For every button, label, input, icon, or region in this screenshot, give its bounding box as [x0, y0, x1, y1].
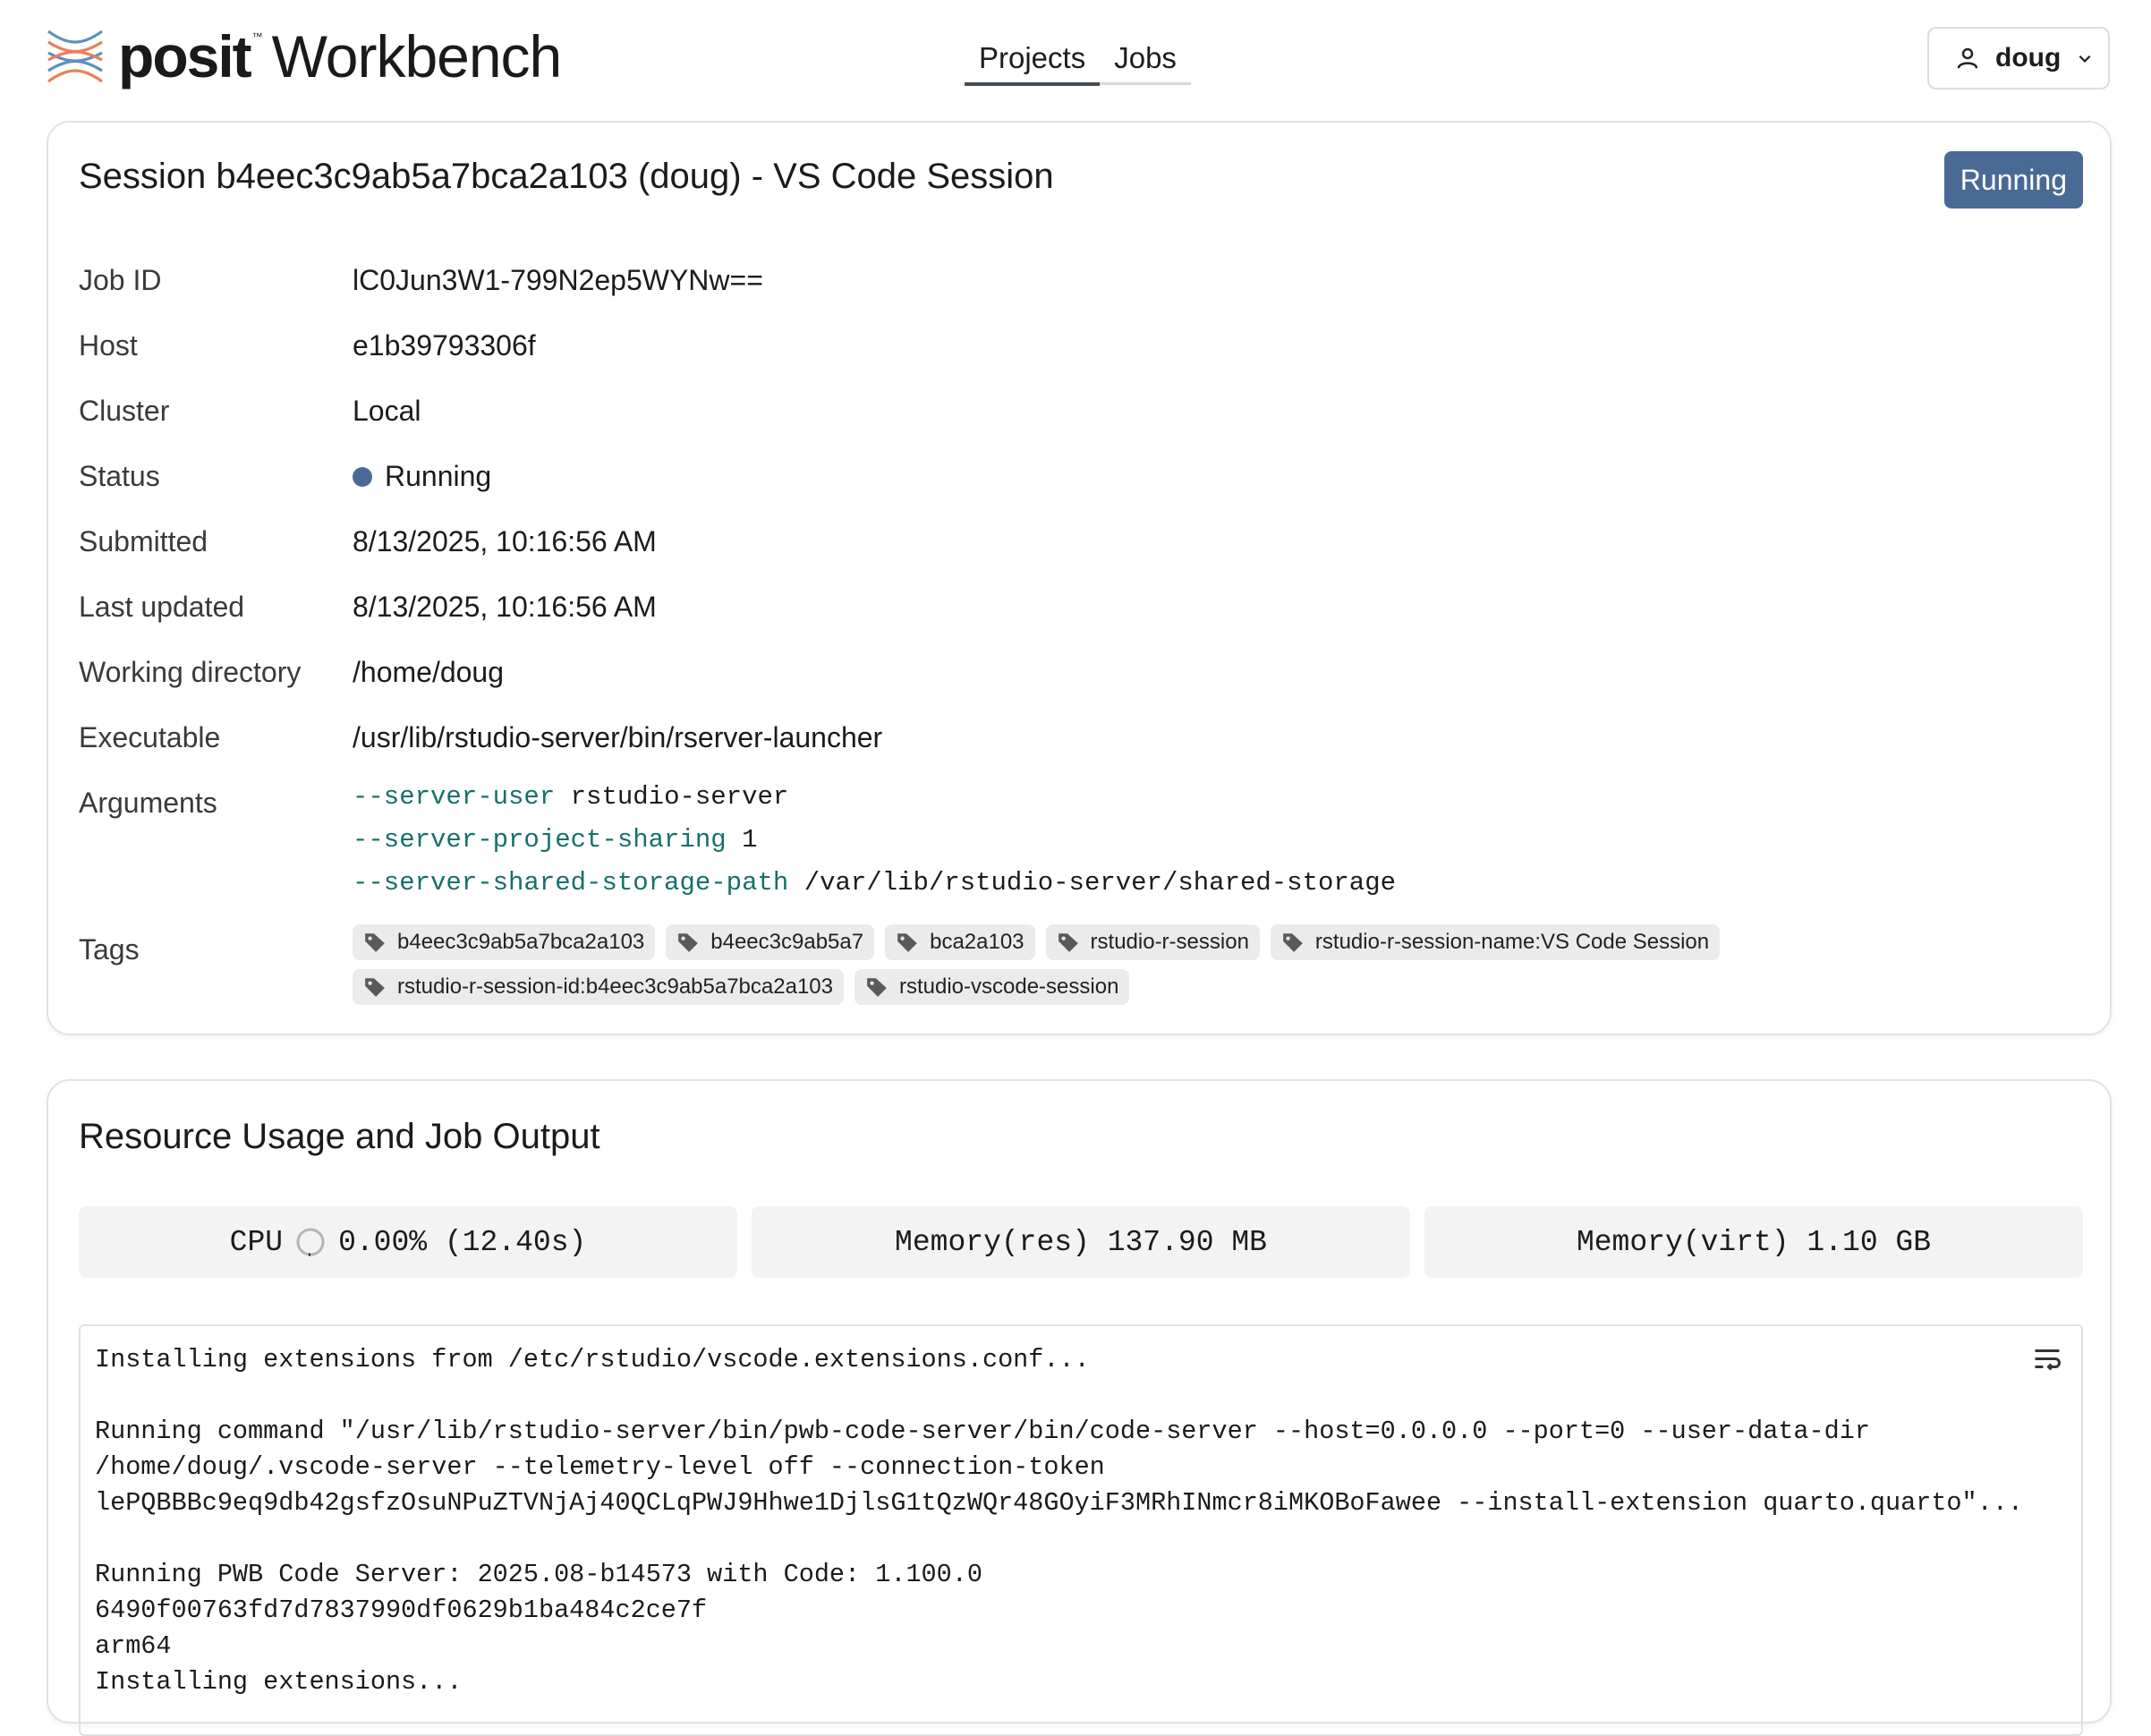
field-working-directory [79, 656, 2047, 699]
output-line: lePQBBBc9eq9db42gsfzOsuNPuZTVNjAj40QCLqPWJ9Hhwe1DjlsG1tQzWQr48GOyiF3MRhINmcr8iMKOBoFawee --install-extension quarto.quarto"... [95, 1488, 2023, 1518]
output-line: 6490f00763fd7d7837990df0629b1ba484c2ce7f [95, 1596, 708, 1625]
field-label: Submitted [79, 525, 208, 557]
tag-label: rstudio-r-session-id:b4eec3c9ab5a7bca2a103 [397, 974, 833, 999]
argument-value: rstudio-server [570, 782, 789, 812]
loading-spinner-icon [295, 1227, 326, 1257]
output-line: Installing extensions... [95, 1667, 463, 1697]
tag-icon [363, 975, 387, 999]
chevron-down-icon [2077, 50, 2093, 66]
field-job-id [79, 264, 2047, 307]
cpu-tile [79, 1206, 737, 1278]
memory-virt-label: Memory(virt) [1576, 1225, 1790, 1259]
tag-icon [363, 931, 387, 954]
trademark-mark: ™ [251, 30, 263, 43]
wrap-text-icon[interactable] [2031, 1344, 2063, 1376]
field-value [353, 460, 491, 493]
output-line: Installing extensions from /etc/rstudio/vscode.extensions.conf... [95, 1345, 1090, 1374]
status-text: Running [385, 460, 492, 492]
field-label: Tags [79, 933, 140, 966]
tag-label: rstudio-r-session [1090, 930, 1249, 954]
field-label: Working directory [79, 656, 302, 688]
tag-chip[interactable] [353, 969, 844, 1005]
field-label: Status [79, 460, 160, 492]
field-submitted [79, 525, 2047, 568]
resource-usage-card [47, 1079, 2112, 1723]
tag-label: rstudio-r-session-name:VS Code Session [1314, 930, 1710, 954]
memory-virt-value: 1.10 GB [1807, 1225, 1932, 1259]
resource-tiles [79, 1206, 2083, 1278]
status-badge: Running [1944, 151, 2083, 208]
field-label: Job ID [79, 264, 162, 296]
brand-wordmark: posit [118, 23, 251, 89]
field-last-updated [79, 591, 2047, 634]
posit-logo-icon [45, 28, 106, 85]
tag-icon [896, 931, 919, 954]
arguments-list [353, 776, 1396, 905]
tag-chip[interactable] [854, 969, 1129, 1005]
job-output-panel[interactable] [79, 1324, 2083, 1736]
resource-usage-title: Resource Usage and Job Output [79, 1117, 600, 1156]
tag-chip[interactable] [1271, 924, 1720, 960]
main-nav [965, 36, 1191, 85]
tab-projects[interactable]: Projects [965, 36, 1100, 86]
field-label: Cluster [79, 395, 170, 427]
output-line: /home/doug/.vscode-server --telemetry-level off --connection-token [95, 1452, 1105, 1482]
user-menu-button[interactable] [1927, 27, 2110, 89]
field-label: Last updated [79, 591, 245, 623]
field-value: /usr/lib/rstudio-server/bin/rserver-launcher [353, 721, 883, 753]
output-line: Running command "/usr/lib/rstudio-server/bin/pwb-code-server/bin/code-server --host=0.0.0.0 --port=0 --user-data-dir [95, 1417, 1870, 1446]
job-output-text[interactable] [81, 1326, 2081, 1716]
memory-res-tile [752, 1206, 1410, 1278]
tab-jobs[interactable]: Jobs [1114, 41, 1177, 74]
field-label: Executable [79, 721, 221, 753]
argument-line [353, 776, 1396, 819]
argument-line [353, 819, 1396, 862]
tag-chip[interactable] [353, 924, 655, 960]
memory-res-value: 137.90 MB [1107, 1225, 1267, 1259]
tag-label: rstudio-vscode-session [898, 974, 1119, 999]
argument-flag: --server-user [353, 782, 556, 812]
field-value: 8/13/2025, 10:16:56 AM [353, 591, 657, 623]
tag-chip[interactable] [666, 924, 874, 960]
tag-label: b4eec3c9ab5a7bca2a103 [397, 930, 645, 954]
field-label: Arguments [79, 787, 217, 819]
argument-line [353, 862, 1396, 905]
argument-flag: --server-project-sharing [353, 825, 727, 855]
tag-icon [676, 931, 700, 954]
argument-value: /var/lib/rstudio-server/shared-storage [803, 868, 1396, 898]
user-icon [1954, 45, 1981, 72]
tag-label: bca2a103 [930, 930, 1024, 954]
top-bar [0, 0, 2151, 112]
status-dot-icon [353, 467, 372, 487]
argument-value: 1 [742, 825, 758, 855]
field-value: e1b39793306f [353, 329, 536, 362]
field-status [79, 460, 2047, 503]
session-title: Session b4eec3c9ab5a7bca2a103 (doug) - VS Code Session [79, 157, 1054, 196]
output-line: arm64 [95, 1631, 172, 1661]
tag-icon [865, 975, 888, 999]
field-cluster [79, 395, 2047, 438]
username: doug [1995, 43, 2062, 72]
field-label: Host [79, 329, 138, 362]
field-value: Local [353, 395, 421, 427]
tag-list [353, 924, 1874, 1014]
memory-virt-tile [1424, 1206, 2083, 1278]
field-value: lC0Jun3W1-799N2ep5WYNw== [353, 264, 763, 296]
argument-flag: --server-shared-storage-path [353, 868, 789, 898]
tag-icon [1281, 931, 1305, 954]
memory-res-label: Memory(res) [895, 1225, 1090, 1259]
posit-workbench-logo[interactable] [45, 25, 561, 88]
session-details-card [47, 121, 2112, 1035]
tag-chip[interactable] [1046, 924, 1260, 960]
cpu-label: CPU [229, 1225, 284, 1259]
cpu-value: 0.00% (12.40s) [338, 1225, 587, 1259]
field-executable [79, 721, 2047, 764]
field-host [79, 329, 2047, 372]
output-line: Running PWB Code Server: 2025.08-b14573 with Code: 1.100.0 [95, 1560, 982, 1589]
tag-icon [1057, 931, 1080, 954]
tag-chip[interactable] [885, 924, 1034, 960]
tag-label: b4eec3c9ab5a7 [710, 930, 864, 954]
field-value: 8/13/2025, 10:16:56 AM [353, 525, 657, 557]
product-name: Workbench [271, 23, 562, 89]
field-value: /home/doug [353, 656, 505, 688]
